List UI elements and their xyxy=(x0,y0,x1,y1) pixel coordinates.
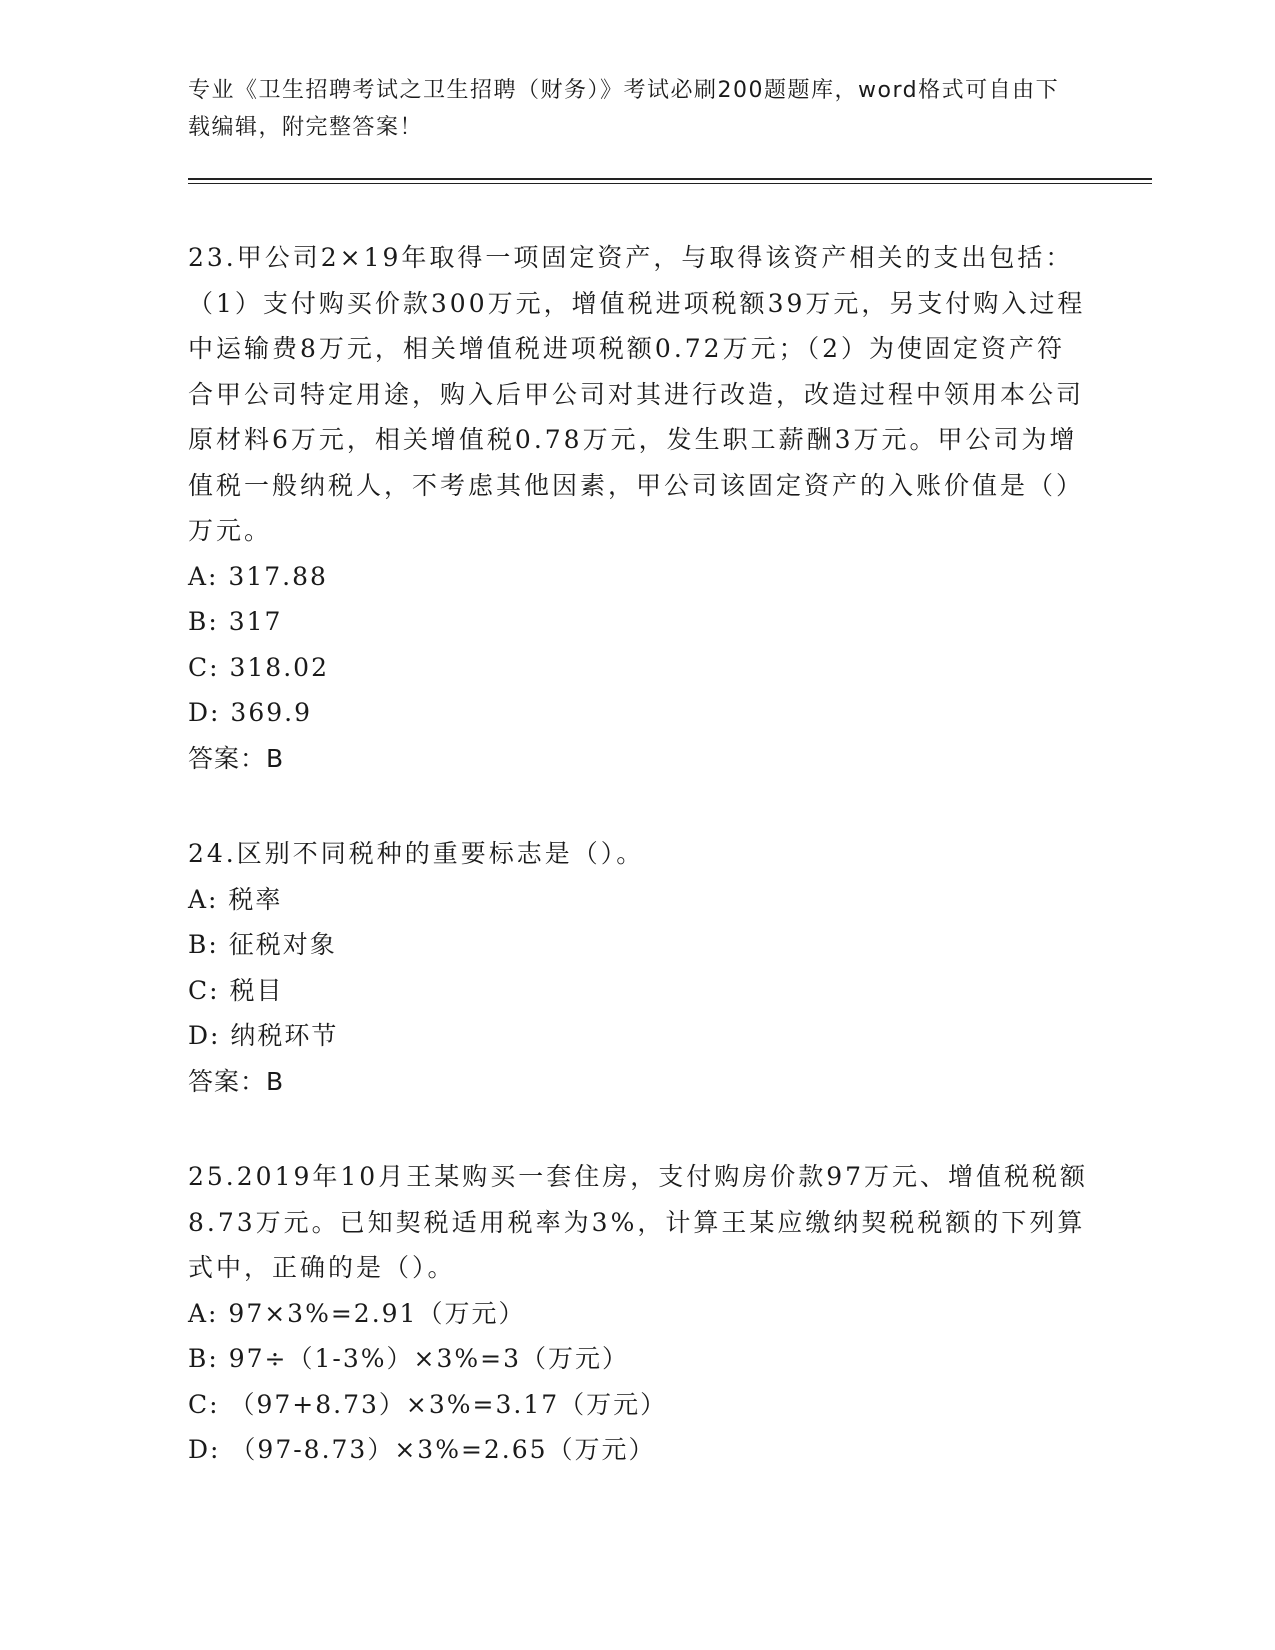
question-23 xyxy=(188,235,1088,781)
option-b: B: 征税对象 xyxy=(188,930,337,959)
question-list xyxy=(188,235,1088,1523)
option-c: C: （97+8.73）×3%=3.17（万元） xyxy=(188,1389,668,1419)
question-24 xyxy=(188,831,1088,1104)
answer: 答案：B xyxy=(188,743,285,773)
question-25 xyxy=(188,1154,1088,1473)
option-b: B: 317 xyxy=(188,607,283,636)
question-text: 25.2019年10月王某购买一套住房，支付购房价款97万元、增值税税额8.73万元。已知契税适用税率为3%，计算王某应缴纳契税税额的下列算式中，正确的是（）。 xyxy=(188,1162,1089,1282)
question-text: 23.甲公司2×19年取得一项固定资产，与取得该资产相关的支出包括：（1）支付购买价款300万元，增值税进项税额39万元，另支付购入过程中运输费8万元，相关增值税进项税额0.72万元；（2）为使固定资产符合甲公司特定用途，购入后甲公司对其进行改造，改造过程中领用本公司原材料6万元，相关增值税0.78万元，发生职工薪酬3万元。甲公司为增值税一般纳税人，不考虑其他因素，甲公司该固定资产的入账价值是（）万元。 xyxy=(188,243,1086,545)
option-d: D: 369.9 xyxy=(188,698,312,727)
option-d: D: （97-8.73）×3%=2.65（万元） xyxy=(188,1435,656,1464)
option-a: A: 税率 xyxy=(188,884,283,914)
header-rule-thick xyxy=(188,178,1152,180)
option-b: B: 97÷（1-3%）×3%=3（万元） xyxy=(188,1344,629,1373)
option-a: A: 317.88 xyxy=(188,561,328,591)
option-a: A: 97×3%=2.91（万元） xyxy=(188,1298,526,1328)
option-c: C: 318.02 xyxy=(188,652,329,682)
header-rule-thin xyxy=(188,183,1152,184)
option-c: C: 税目 xyxy=(188,975,284,1005)
answer: 答案：B xyxy=(188,1066,285,1096)
document-header: 专业《卫生招聘考试之卫生招聘（财务）》考试必刷200题题库，word格式可自由下载编辑，附完整答案！ xyxy=(188,78,1060,140)
question-text: 24.区别不同税种的重要标志是（）。 xyxy=(188,839,645,868)
option-d: D: 纳税环节 xyxy=(188,1021,339,1050)
